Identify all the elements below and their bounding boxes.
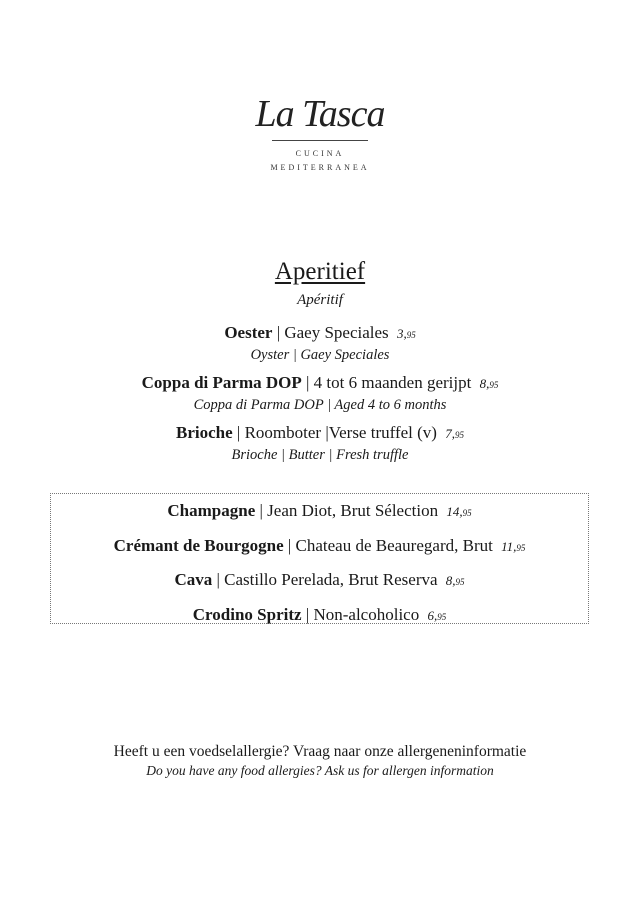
item-detail: | Roomboter |Verse truffel (v) bbox=[236, 423, 437, 442]
menu-item-oester bbox=[0, 322, 640, 365]
drink-crodino bbox=[51, 604, 588, 628]
item-translation: Coppa di Parma DOP | Aged 4 to 6 months bbox=[193, 397, 447, 413]
price-integer: 14, bbox=[446, 504, 463, 519]
drink-detail: | Chateau de Beauregard, Brut bbox=[287, 535, 493, 555]
drink-cava bbox=[51, 569, 588, 593]
price-decimal: 95 bbox=[437, 611, 447, 622]
drink-cremant bbox=[51, 535, 588, 559]
price-decimal: 95 bbox=[516, 542, 526, 553]
drink-price bbox=[446, 504, 471, 519]
allergy-notice-english: Do you have any food allergies? Ask us for allergen information bbox=[146, 763, 494, 778]
drink-name: Cava bbox=[174, 570, 213, 589]
logo-divider bbox=[272, 140, 368, 141]
item-name: Coppa di Parma DOP bbox=[141, 373, 302, 392]
drink-detail: | Jean Diot, Brut Sélection bbox=[259, 501, 439, 520]
drinks-box bbox=[50, 493, 589, 624]
price-integer: 3, bbox=[396, 326, 407, 341]
drink-champagne bbox=[51, 500, 588, 524]
item-name: Brioche bbox=[176, 423, 233, 442]
drink-price bbox=[501, 539, 525, 554]
price-decimal: 95 bbox=[454, 430, 464, 440]
section-title: Aperitief bbox=[274, 258, 366, 285]
item-price bbox=[445, 426, 464, 441]
price-integer: 6, bbox=[427, 607, 438, 623]
menu-item-coppa bbox=[0, 372, 640, 415]
price-decimal: 95 bbox=[489, 380, 499, 390]
price-decimal: 95 bbox=[406, 330, 416, 340]
logo-tagline-cucina: CUCINA bbox=[295, 149, 345, 158]
drink-detail: | Non-alcoholico bbox=[305, 604, 420, 624]
price-integer: 11, bbox=[501, 538, 517, 554]
drink-price bbox=[427, 608, 446, 623]
drink-name: Crodino Spritz bbox=[192, 604, 302, 624]
menu-item-brioche bbox=[0, 422, 640, 465]
item-translation: Brioche | Butter | Fresh truffle bbox=[231, 447, 409, 463]
allergy-notice-dutch: Heeft u een voedselallergie? Vraag naar onze allergeneninformatie bbox=[113, 743, 527, 760]
drink-name: Crémant de Bourgogne bbox=[113, 535, 284, 555]
section-subtitle: Apéritif bbox=[297, 292, 343, 308]
price-integer: 8, bbox=[479, 376, 490, 391]
logo-tagline-mediterranea: MEDITERRANEA bbox=[270, 163, 370, 172]
item-price bbox=[480, 376, 499, 391]
item-name: Oester bbox=[224, 323, 273, 342]
item-detail: | 4 tot 6 maanden gerijpt bbox=[306, 373, 472, 392]
drink-name: Champagne bbox=[167, 501, 256, 520]
price-integer: 8, bbox=[445, 573, 456, 588]
item-price bbox=[397, 326, 416, 341]
price-decimal: 95 bbox=[455, 577, 465, 587]
restaurant-logo bbox=[0, 92, 640, 175]
logo-script-name: La Tasca bbox=[255, 93, 385, 135]
price-integer: 7, bbox=[445, 426, 455, 441]
item-detail: | Gaey Speciales bbox=[276, 323, 389, 342]
item-translation: Oyster | Gaey Speciales bbox=[250, 347, 390, 363]
food-item-list bbox=[0, 322, 640, 472]
drinks-list bbox=[51, 500, 588, 638]
drink-price bbox=[446, 573, 465, 588]
drink-detail: | Castillo Perelada, Brut Reserva bbox=[216, 570, 438, 589]
price-decimal: 95 bbox=[462, 508, 472, 518]
allergy-footer bbox=[0, 742, 640, 779]
